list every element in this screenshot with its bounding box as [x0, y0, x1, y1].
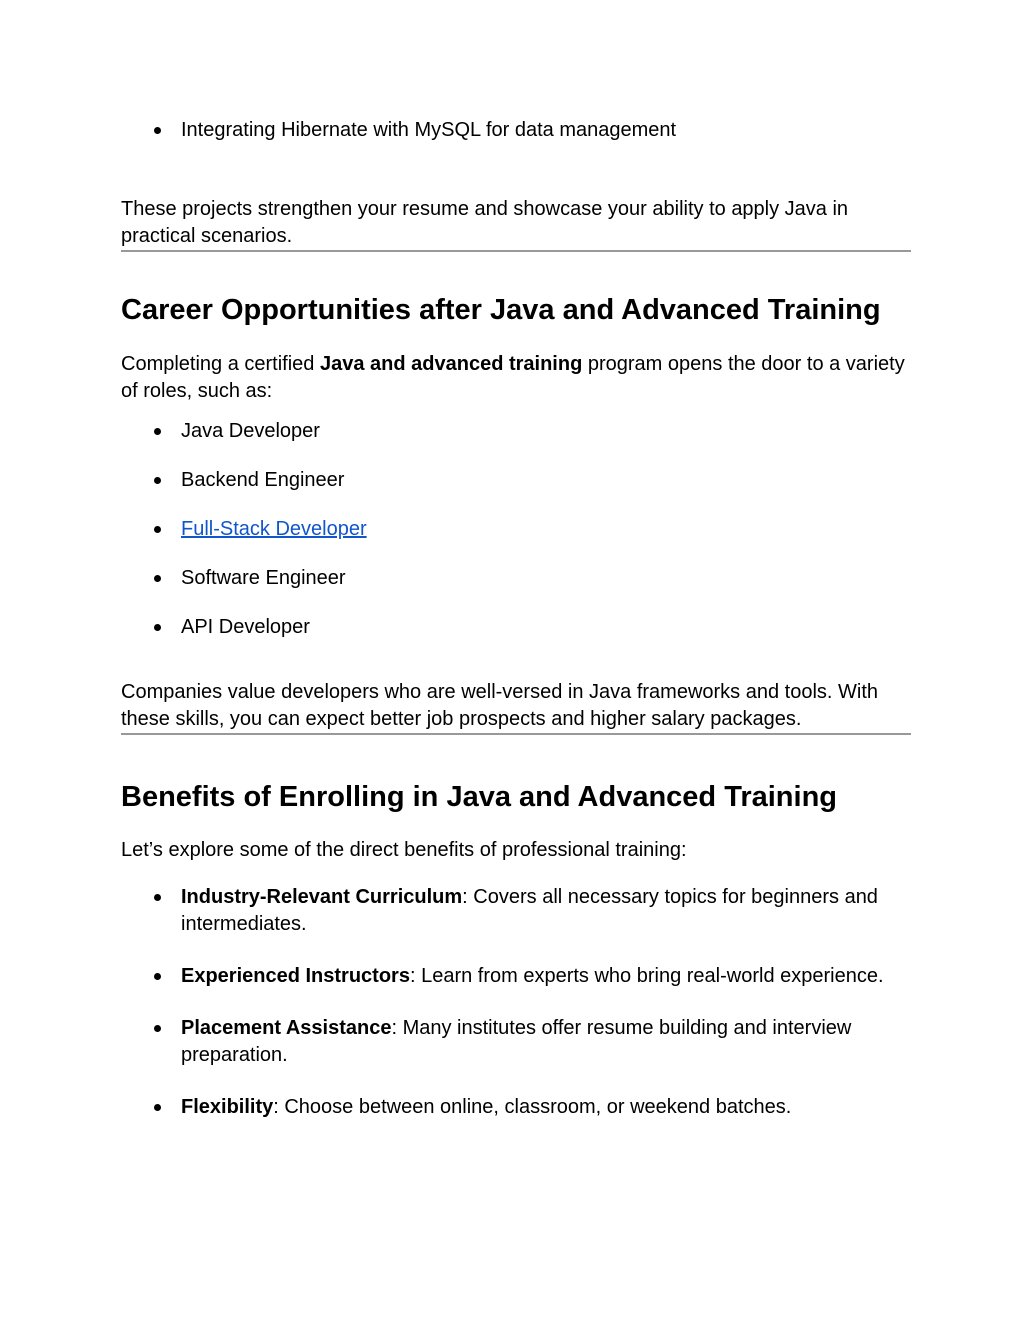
benefit-term: Experienced Instructors — [181, 965, 410, 987]
benefit-text — [181, 965, 884, 987]
career-intro-paragraph — [121, 351, 911, 405]
list-item — [121, 1015, 911, 1069]
full-stack-developer-link[interactable]: Full-Stack Developer — [181, 518, 367, 540]
benefits-heading: Benefits of Enrolling in Java and Advanced Training — [121, 781, 837, 813]
benefit-term: Industry-Relevant Curriculum — [181, 886, 463, 908]
career-closing-paragraph: Companies value developers who are well-versed in Java frameworks and tools. With these skills, you can expect better job prospects and higher salary packages. — [121, 681, 879, 730]
benefit-desc: : Covers all necessary topics for beginners and intermediates. — [181, 886, 878, 935]
bullet-icon — [154, 575, 161, 582]
bullet-icon — [154, 894, 161, 901]
benefit-text — [181, 1096, 791, 1118]
list-item — [121, 884, 911, 938]
career-intro-text: Completing a certified — [121, 353, 320, 375]
benefit-text — [181, 886, 878, 935]
list-item — [121, 1094, 911, 1121]
list-item — [121, 565, 911, 592]
role-label: Backend Engineer — [181, 469, 345, 491]
role-label: Software Engineer — [181, 567, 346, 589]
benefit-desc: : Learn from experts who bring real-world experience. — [409, 965, 884, 987]
benefit-term: Flexibility — [181, 1096, 274, 1118]
projects-list — [121, 117, 911, 144]
section-divider — [121, 733, 911, 735]
list-item — [121, 516, 911, 543]
benefits-intro-paragraph: Let’s explore some of the direct benefits of professional training: — [121, 839, 687, 861]
benefit-text — [181, 1017, 851, 1066]
list-item — [121, 418, 911, 445]
section-divider — [121, 250, 911, 252]
bullet-icon — [154, 973, 161, 980]
benefits-list — [121, 884, 911, 1121]
list-item — [121, 614, 911, 641]
list-item — [121, 117, 911, 144]
career-intro-text-after: program opens the door to a variety of roles, such as: — [121, 353, 905, 402]
benefit-term: Placement Assistance — [181, 1017, 392, 1039]
bullet-icon — [154, 526, 161, 533]
project-item-text: Integrating Hibernate with MySQL for data management — [181, 119, 677, 141]
bullet-icon — [154, 1104, 161, 1111]
bullet-icon — [154, 477, 161, 484]
bullet-icon — [154, 428, 161, 435]
career-intro-bold: Java and advanced training — [319, 353, 583, 375]
bullet-icon — [154, 127, 161, 134]
role-label: API Developer — [181, 616, 310, 638]
list-item — [121, 963, 911, 990]
role-label: Java Developer — [181, 420, 320, 442]
bullet-icon — [154, 624, 161, 631]
projects-closing-paragraph: These projects strengthen your resume and showcase your ability to apply Java in practical scenarios. — [121, 198, 849, 247]
roles-list — [121, 418, 911, 641]
bullet-icon — [154, 1025, 161, 1032]
benefit-desc: : Choose between online, classroom, or weekend batches. — [273, 1096, 792, 1118]
benefit-desc: : Many institutes offer resume building and interview preparation. — [181, 1017, 852, 1066]
list-item — [121, 467, 911, 494]
career-heading: Career Opportunities after Java and Advanced Training — [121, 294, 881, 326]
